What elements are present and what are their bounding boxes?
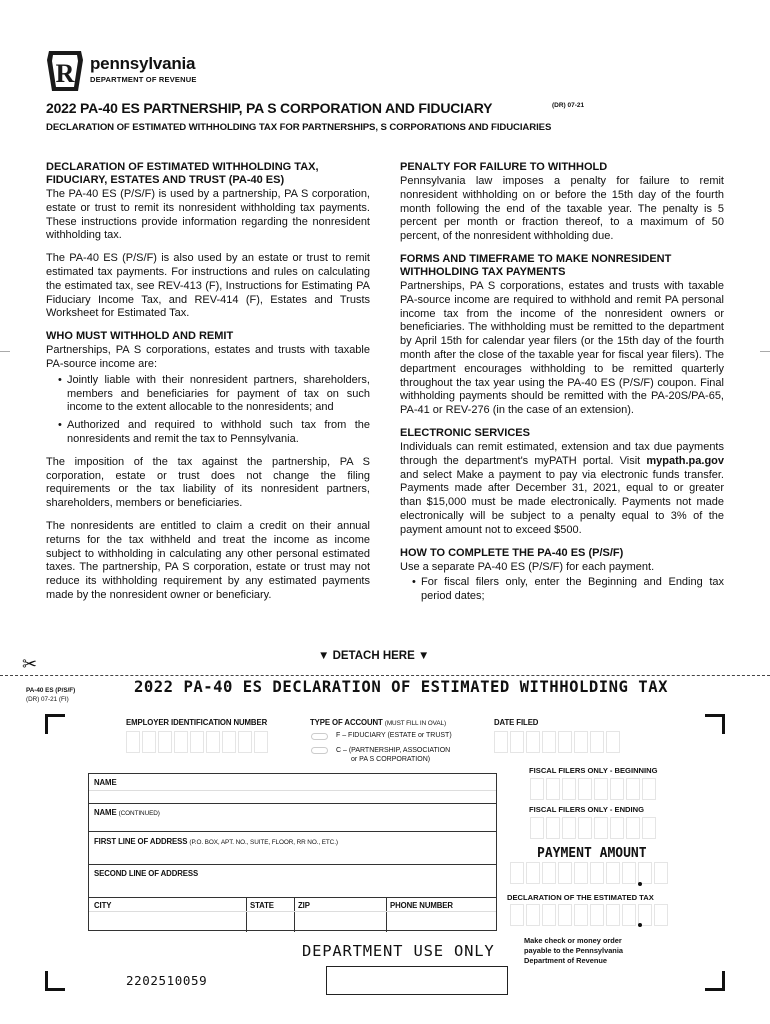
section-heading: DECLARATION OF ESTIMATED WITHHOLDING TAX, FIDUCIARY, ESTATES AND TRUST (PA-40 ES) bbox=[46, 161, 319, 186]
fiscal-end-label: FISCAL FILERS ONLY - ENDING bbox=[529, 805, 645, 814]
section-heading: HOW TO COMPLETE THE PA-40 ES (P/S/F) bbox=[400, 546, 624, 559]
detach-here-label: ▼ DETACH HERE ▼ bbox=[318, 650, 430, 662]
margin-tick bbox=[760, 351, 770, 352]
logo-dept: DEPARTMENT OF REVENUE bbox=[90, 75, 197, 84]
page-title: 2022 PA-40 ES PARTNERSHIP, PA S CORPORATION AND FIDUCIARY bbox=[46, 100, 493, 116]
paragraph: Partnerships, PA S corporations, estates and trusts with taxable PA-source income are required to withhold and remit PA personal income tax from the income of the nonresident owners or beneficiaries. The withholding must be remitted to the department by April 15th for calendar year filers (or the 15th day of the fourth month after the close of the taxable year for fiscal year filers). The department encourages withholding to be remitted quarterly throughout the tax year using the PA-40 ES (P/S/F) coupon. Final withholding payments should be remitted with the PA-20S/PA-65, PA-41 or REV-276 (in the case of an extension). bbox=[400, 279, 724, 417]
city-state-zip-phone-input[interactable] bbox=[89, 911, 496, 912]
paragraph: The imposition of the tax against the partnership, PA S corporation, estate or trust does not change the filing requirements or the tax liability of its nonresident partners, shareholders, members or beneficiaries. bbox=[46, 455, 370, 510]
list-item: • Jointly liable with their nonresident partners, shareholders, members and beneficiaries for payment of tax on such income to the extent allocable to the nonresidents; and bbox=[58, 374, 370, 415]
partnership-option-label: C – (PARTNERSHIP, ASSOCIATION bbox=[336, 747, 451, 754]
paragraph: The nonresidents are entitled to claim a credit on their annual returns for the tax withheld and treat the income as income subject to withholding in calculating any other personal estimated taxes. The partnership, PA S corporation, estate or trust may not reduce its withholding requirement by any estimated payments made by the nonresident owner or beneficiary. bbox=[46, 519, 370, 601]
registration-mark bbox=[45, 714, 65, 734]
scissors-icon: ✂ bbox=[22, 654, 38, 674]
partnership-option-label-2: or PA S CORPORATION) bbox=[351, 756, 431, 763]
divider bbox=[89, 803, 496, 804]
section-heading: WHO MUST WITHHOLD AND REMIT bbox=[46, 330, 234, 343]
fiduciary-oval[interactable] bbox=[311, 733, 328, 740]
section-heading: FORMS AND TIMEFRAME TO MAKE NONRESIDENT WITHHOLDING TAX PAYMENTS bbox=[400, 252, 672, 278]
paragraph: Individuals can remit estimated, extension and tax due payments through the department's myPATH portal. Visit mypath.pa.gov and select Make a payment to pay via electronic funds transfer. Payments made after December 31, 2021, equal to or greater than $15,000 must be made electronically. Payments not made electronically will be subject to a penalty equal to 3% of the payment amount not to exceed $500. bbox=[400, 440, 724, 536]
bullet-list bbox=[58, 374, 370, 447]
state-label: STATE bbox=[250, 901, 274, 910]
fiscal-begin-label: FISCAL FILERS ONLY - BEGINNING bbox=[529, 766, 658, 775]
section-heading: ELECTRONIC SERVICES bbox=[400, 426, 530, 439]
declaration-input[interactable] bbox=[510, 904, 668, 926]
decimal-point bbox=[638, 882, 642, 886]
fiscal-end-input[interactable] bbox=[530, 817, 656, 839]
form-id: PA-40 ES (P/S/F) (DR) 07-21 (FI) bbox=[26, 687, 76, 703]
zip-label: ZIP bbox=[298, 901, 310, 910]
city-label: CITY bbox=[94, 901, 112, 910]
paragraph: Use a separate PA-40 ES (P/S/F) for each payment. bbox=[400, 560, 655, 573]
fiscal-begin-input[interactable] bbox=[530, 778, 656, 800]
partnership-oval[interactable] bbox=[311, 747, 328, 754]
declaration-label: DECLARATION OF THE ESTIMATED TAX bbox=[507, 893, 654, 902]
name-label: NAME bbox=[94, 778, 117, 787]
paragraph: The PA-40 ES (P/S/F) is used by a partnership, PA S corporation, estate or trust to remit its nonresident withholding tax payments. These instructions provide information regarding the nonresident withholding tax. bbox=[46, 188, 370, 242]
cut-line bbox=[0, 675, 770, 676]
coupon-title: 2022 PA-40 ES DECLARATION OF ESTIMATED WITHHOLDING TAX bbox=[134, 678, 668, 696]
name-continued-label: NAME (CONTINUED) bbox=[94, 808, 160, 817]
address2-input[interactable] bbox=[89, 897, 496, 898]
phone-label: PHONE NUMBER bbox=[390, 901, 453, 910]
section-heading: PENALTY FOR FAILURE TO WITHHOLD bbox=[400, 161, 608, 173]
svg-text:R: R bbox=[55, 59, 75, 88]
bullet-list bbox=[412, 576, 724, 604]
registration-mark bbox=[45, 971, 65, 991]
logo-name: pennsylvania bbox=[90, 54, 196, 73]
payment-amount-input[interactable] bbox=[510, 862, 668, 884]
department-use-label: DEPARTMENT USE ONLY bbox=[302, 942, 495, 960]
date-filed-input[interactable] bbox=[494, 731, 620, 753]
payment-amount-label: PAYMENT AMOUNT bbox=[537, 846, 647, 861]
pa-logo bbox=[46, 50, 246, 92]
page-subtitle: DECLARATION OF ESTIMATED WITHHOLDING TAX FOR PARTNERSHIPS, S CORPORATIONS AND FIDUCIARIES bbox=[46, 122, 552, 133]
paragraph: The PA-40 ES (P/S/F) is also used by an estate or trust to remit estimated tax payments. For instructions and rules on calculating the estimated tax, see REV-413 (F), Instructions for Estimating PA Fiduciary Income Tax, and REV-414 (F), Estates and Trusts Worksheet for Estimated Tax. bbox=[46, 252, 370, 320]
address-block bbox=[88, 773, 497, 931]
paragraph: Pennsylvania law imposes a penalty for failure to remit nonresident withholding on or before the 15th day of the fourth month following the end of the taxable year. The penalty is 5 percent per month or fraction thereof, to a maximum of 50 percent, of the nonresident withholding due. bbox=[400, 175, 724, 243]
instructions-right-column bbox=[400, 161, 724, 608]
name-continued-input[interactable] bbox=[89, 831, 496, 832]
registration-mark bbox=[705, 971, 725, 991]
ein-label: EMPLOYER IDENTIFICATION NUMBER bbox=[126, 718, 268, 727]
form-barcode-number: 2202510059 bbox=[126, 973, 208, 988]
payment-instructions: Make check or money order payable to the Pennsylvania Department of Revenue bbox=[524, 936, 623, 965]
name-input[interactable] bbox=[89, 790, 496, 791]
instructions-left-column bbox=[46, 161, 370, 612]
account-type-label: TYPE OF ACCOUNT (MUST FILL IN OVAL) bbox=[310, 718, 446, 727]
fiduciary-option-label: F – FIDUCIARY (ESTATE or TRUST) bbox=[336, 732, 452, 739]
form-code: (DR) 07-21 bbox=[552, 102, 585, 109]
list-item: • For fiscal filers only, enter the Beginning and Ending tax period dates; bbox=[412, 576, 724, 604]
mypath-link[interactable]: mypath.pa.gov bbox=[646, 454, 724, 467]
address2-label: SECOND LINE OF ADDRESS bbox=[94, 869, 199, 878]
margin-tick bbox=[0, 351, 10, 352]
address1-input[interactable] bbox=[89, 864, 496, 865]
ein-input[interactable] bbox=[126, 731, 268, 753]
keystone-icon bbox=[46, 50, 84, 92]
paragraph: Partnerships, PA S corporations, estates and trusts with taxable PA-source income are: bbox=[46, 344, 370, 370]
department-use-box bbox=[326, 966, 508, 995]
list-item: • Authorized and required to withhold such tax from the nonresidents and remit the tax to Pennsylvania. bbox=[58, 419, 370, 447]
address1-label: FIRST LINE OF ADDRESS (P.O. BOX, APT. NO., SUITE, FLOOR, RR NO., ETC.) bbox=[94, 837, 338, 846]
registration-mark bbox=[705, 714, 725, 734]
date-filed-label: DATE FILED bbox=[494, 718, 539, 727]
decimal-point bbox=[638, 923, 642, 927]
